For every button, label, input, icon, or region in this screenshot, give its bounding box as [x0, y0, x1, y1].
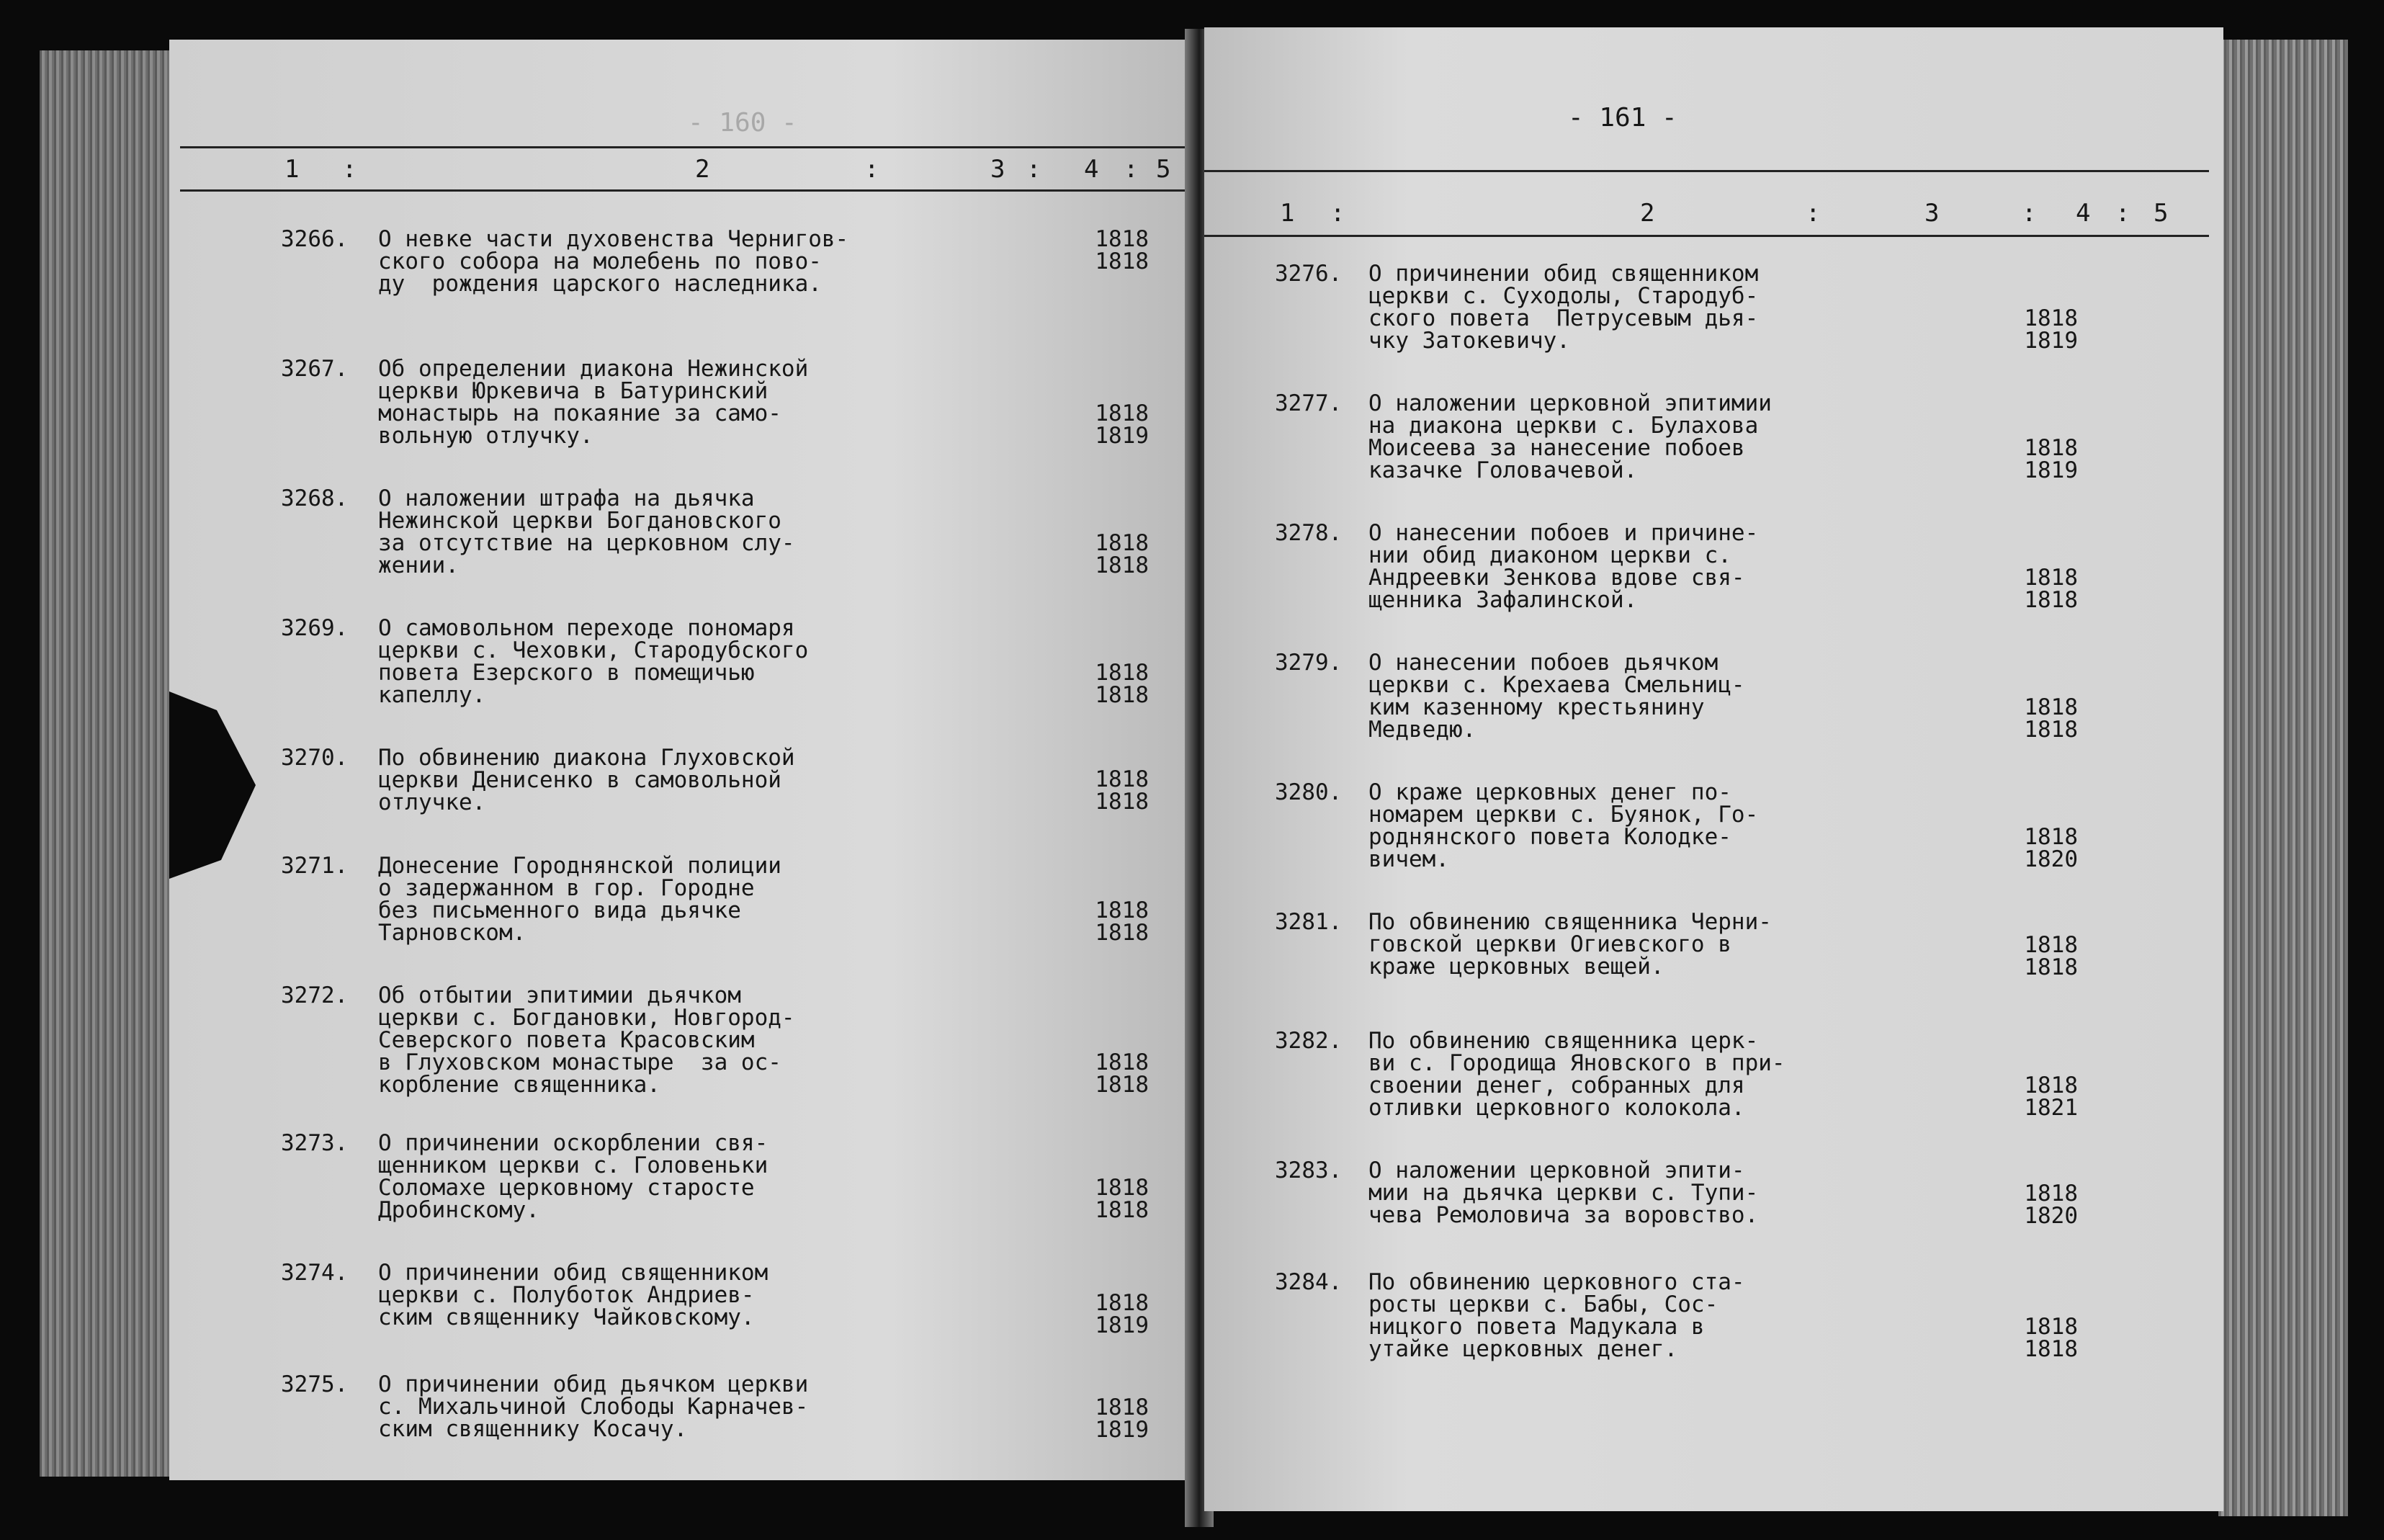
year-end: 1818 [1095, 1197, 1149, 1223]
entry-text: О наложении штрафа на дьячка Нежинской церкви Богдановского за отсутствие на церковном слу- жении. [378, 485, 795, 578]
entry-text: По обвинению диакона Глуховской церкви Денисенко в самовольной отлучке. [378, 745, 795, 815]
entry-years [1084, 400, 1149, 449]
book-edge-right [2218, 40, 2348, 1516]
year-end: 1818 [1095, 920, 1149, 946]
entry-number: 3279. [1275, 650, 1343, 676]
entry-3273 [281, 1132, 1217, 1240]
entry-years [1084, 532, 1149, 577]
entry-text: О причинении обид дьячком церкви с. Михальчиной Слободы Карначев- ским священнику Косачу. [378, 1371, 809, 1442]
entry-years [2013, 1183, 2078, 1227]
year-start: 1818 [2024, 1181, 2078, 1207]
year-start: 1818 [1095, 1175, 1149, 1201]
entry-text: О самовольном переходе пономаря церкви с. Чеховки, Стародубского повета Езерского в помещичью капеллу. [378, 615, 809, 708]
entry-text: О причинении обид священником церкви с. Полуботок Андриев- ским священнику Чайковскому. [378, 1260, 768, 1330]
entry-years [2013, 1316, 2078, 1361]
entry-text: Об отбытии эпитимии дьячком церкви с. Богдановки, Новгород- Северского повета Красовским в Глуховском монастыре за ос- корбление священника. [378, 982, 795, 1098]
entry-number: 3284. [1275, 1269, 1343, 1295]
year-end: 1818 [2024, 1336, 2078, 1362]
year-end: 1818 [1095, 249, 1149, 274]
year-end: 1821 [2024, 1095, 2078, 1121]
faded-page-number: - 160 - [688, 108, 797, 138]
entry-years [1084, 897, 1149, 946]
year-end: 1819 [2024, 457, 2078, 483]
header-rule-bottom [1204, 235, 2209, 237]
entry-years [2013, 934, 2078, 979]
entry-years [2013, 1075, 2078, 1119]
column-header-5: 5 [2154, 199, 2169, 228]
year-start: 1818 [1095, 400, 1149, 426]
year-start: 1818 [2024, 435, 2078, 461]
column-separator: : [1026, 155, 1041, 184]
column-separator: : [342, 155, 357, 184]
entry-years [2013, 437, 2078, 482]
entry-years [2013, 694, 2078, 743]
entry-years [1084, 662, 1149, 707]
column-header-1: 1 [284, 155, 300, 184]
header-rule-bottom [180, 189, 1188, 192]
year-start: 1818 [1095, 1394, 1149, 1420]
year-start: 1818 [1095, 1290, 1149, 1316]
year-end: 1818 [2024, 717, 2078, 743]
entry-3266 [281, 228, 1217, 315]
page-number: - 161 - [1568, 103, 1677, 133]
year-start: 1818 [1095, 897, 1149, 923]
year-end: 1818 [1095, 552, 1149, 578]
year-start: 1818 [1095, 530, 1149, 556]
year-end: 1818 [2024, 954, 2078, 980]
column-header-3: 3 [1924, 199, 1940, 228]
header-rule-top [180, 146, 1188, 148]
entry-years [1084, 1394, 1149, 1443]
entry-3281 [1275, 911, 2211, 998]
entry-years [1084, 1177, 1149, 1222]
column-separator: : [1806, 199, 1821, 228]
entry-years [1084, 1292, 1149, 1337]
entry-text: О причинении обид священником церкви с. Суходолы, Стародуб- ского повета Петрусевым дья- чку Затокевичу. [1368, 261, 1759, 354]
column-separator: : [1124, 155, 1139, 184]
entry-number: 3273. [281, 1130, 349, 1156]
entry-number: 3274. [281, 1260, 349, 1286]
entry-number: 3267. [281, 356, 349, 382]
year-start: 1818 [1095, 660, 1149, 686]
entry-3271 [281, 855, 1217, 963]
entry-text: По обвинению священника Черни- говской церкви Огиевского в краже церковных вещей. [1368, 909, 1772, 980]
entry-3283 [1275, 1160, 2211, 1246]
entry-3282 [1275, 1030, 2211, 1138]
entry-3274 [281, 1262, 1217, 1348]
entry-number: 3280. [1275, 779, 1343, 805]
column-header-3: 3 [990, 155, 1005, 184]
entry-years [1084, 1049, 1149, 1098]
entry-text: О причинении оскорблении свя- щенником церкви с. Головеньки Соломахе церковному старосте Дробинскому. [378, 1130, 768, 1223]
entry-number: 3281. [1275, 909, 1343, 935]
year-end: 1819 [1095, 1312, 1149, 1338]
entry-3279 [1275, 652, 2211, 760]
entry-number: 3269. [281, 615, 349, 641]
entry-text: О нанесении побоев дьячком церкви с. Крехаева Смельниц- ким казенному крестьянину Медведю. [1368, 650, 1745, 743]
year-start: 1818 [2024, 565, 2078, 591]
entry-text: По обвинению церковного ста- росты церкви с. Бабы, Сос- ницкого повета Мадукала в утайке церковных денег. [1368, 1269, 1745, 1362]
entry-3272 [281, 982, 1217, 1107]
year-end: 1818 [1095, 682, 1149, 708]
entry-number: 3282. [1275, 1028, 1343, 1054]
entry-years [2013, 826, 2078, 871]
left-page [169, 40, 1199, 1480]
entry-3278 [1275, 522, 2211, 630]
entry-number: 3271. [281, 853, 349, 879]
year-start: 1818 [2024, 1314, 2078, 1340]
year-start: 1818 [1095, 766, 1149, 792]
year-end: 1820 [2024, 846, 2078, 872]
year-start: 1818 [1095, 1049, 1149, 1075]
entry-text: О краже церковных денег по- номарем церкви с. Буянок, Го- роднянского повета Колодке- вичем. [1368, 779, 1759, 872]
column-header-2: 2 [695, 155, 710, 184]
entry-3280 [1275, 779, 2211, 890]
year-start: 1818 [2024, 305, 2078, 331]
entry-number: 3272. [281, 982, 349, 1008]
entry-number: 3266. [281, 226, 349, 252]
entry-number: 3283. [1275, 1158, 1343, 1183]
entry-3269 [281, 617, 1217, 725]
year-end: 1820 [2024, 1203, 2078, 1229]
entry-3268 [281, 485, 1217, 596]
year-end: 1819 [1095, 1417, 1149, 1443]
entry-years [2013, 567, 2078, 612]
year-end: 1818 [1095, 1072, 1149, 1098]
column-separator: : [2115, 199, 2130, 228]
entry-number: 3277. [1275, 390, 1343, 416]
column-separator: : [2022, 199, 2037, 228]
year-start: 1818 [2024, 932, 2078, 958]
entry-number: 3268. [281, 485, 349, 511]
right-page [1204, 27, 2223, 1511]
year-start: 1818 [2024, 694, 2078, 720]
year-end: 1818 [2024, 587, 2078, 613]
entry-years [2013, 305, 2078, 354]
entry-text: Об определении диакона Нежинской церкви Юркевича в Батуринский монастырь на покаяние за само- вольную отлучку. [378, 356, 809, 449]
column-header-4: 4 [1084, 155, 1099, 184]
entry-text: О наложении церковной эпитимии на диакона церкви с. Булахова Моисеева за нанесение побоев казачке Головачевой. [1368, 390, 1772, 483]
year-end: 1818 [1095, 789, 1149, 815]
entry-number: 3278. [1275, 520, 1343, 546]
header-rule-top [1204, 170, 2209, 172]
entry-years [1084, 766, 1149, 815]
column-header-1: 1 [1280, 199, 1295, 228]
entry-3277 [1275, 390, 2211, 501]
entry-3267 [281, 358, 1217, 466]
entry-number: 3270. [281, 745, 349, 771]
column-header-5: 5 [1156, 155, 1171, 184]
entry-3276 [1275, 263, 2211, 371]
column-separator: : [1330, 199, 1345, 228]
year-start: 1818 [1095, 226, 1149, 252]
entry-3284 [1275, 1271, 2211, 1379]
entry-text: О невке части духовенства Чернигов- ского собора на молебень по пово- ду рождения царского наследника. [378, 226, 849, 297]
entry-3270 [281, 747, 1217, 833]
entry-3275 [281, 1371, 1217, 1460]
column-header-2: 2 [1640, 199, 1655, 228]
year-end: 1819 [1095, 423, 1149, 449]
entry-text: О наложении церковной эпити- мии на дьячка церкви с. Тупи- чева Ремоловича за воровство. [1368, 1158, 1759, 1228]
year-end: 1819 [2024, 328, 2078, 354]
column-header-4: 4 [2076, 199, 2091, 228]
entry-text: По обвинению священника церк- ви с. Городища Яновского в при- своении денег, собранных для отливки церковного колокола. [1368, 1028, 1785, 1121]
entry-text: О нанесении побоев и причине- нии обид диаконом церкви с. Андреевки Зенкова вдове свя- щенника Зафалинской. [1368, 520, 1759, 613]
entry-text: Донесение Городнянской полиции о задержанном в гор. Городне без письменного вида дьячке Тарновском. [378, 853, 781, 946]
book-edge-left [40, 50, 180, 1477]
entry-number: 3275. [281, 1371, 349, 1397]
year-start: 1818 [2024, 824, 2078, 850]
column-separator: : [864, 155, 879, 184]
entry-years [1084, 228, 1149, 273]
entry-number: 3276. [1275, 261, 1343, 287]
year-start: 1818 [2024, 1073, 2078, 1098]
